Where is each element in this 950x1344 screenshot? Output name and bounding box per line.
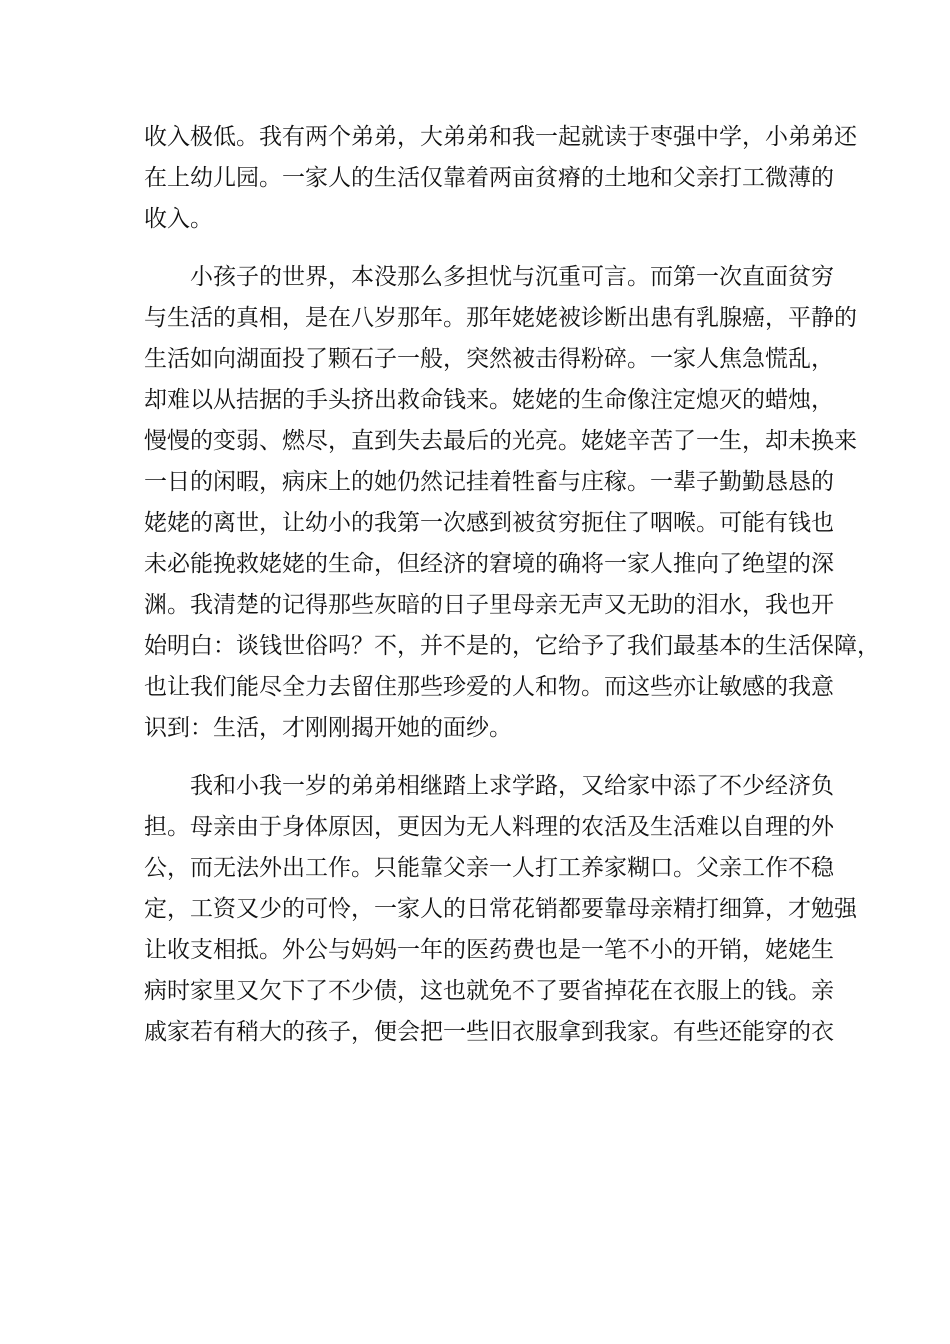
text-line: 一日的闲暇，病床上的她仍然记挂着牲畜与庄稼。一辈子勤勤恳恳的 [144, 469, 834, 495]
text-line: 收入。 [144, 206, 213, 232]
text-line: 在上幼儿园。一家人的生活仅靠着两亩贫瘠的土地和父亲打工微薄的 [144, 165, 834, 191]
text-line: 让收支相抵。外公与妈妈一年的医药费也是一笔不小的开销，姥姥生 [144, 937, 834, 963]
text-line: 病时家里又欠下了不少债，这也就免不了要省掉花在衣服上的钱。亲 [144, 978, 834, 1004]
text-line: 公，而无法外出工作。只能靠父亲一人打工养家糊口。父亲工作不稳 [144, 855, 834, 881]
text-line: 与生活的真相，是在八岁那年。那年姥姥被诊断出患有乳腺癌，平静的 [144, 305, 857, 331]
text-line: 也让我们能尽全力去留住那些珍爱的人和物。而这些亦让敏感的我意 [144, 674, 834, 700]
text-line: 慢慢的变弱、燃尽，直到失去最后的光亮。姥姥辛苦了一生，却未换来 [144, 428, 857, 454]
text-line: 定，工资又少的可怜，一家人的日常花销都要靠母亲精打细算，才勉强 [144, 896, 857, 922]
paragraph-1 [144, 117, 857, 240]
text-line: 却难以从拮据的手头挤出救命钱来。姥姥的生命像注定熄灭的蜡烛， [144, 387, 834, 413]
text-line: 担。母亲由于身体原因，更因为无人料理的农活及生活难以自理的外 [144, 814, 834, 840]
text-line: 小孩子的世界，本没那么多担忧与沉重可言。而第一次直面贫穷 [190, 264, 834, 290]
paragraph-3 [144, 766, 857, 1053]
text-line: 识到：生活，才刚刚揭开她的面纱。 [144, 715, 512, 741]
text-line: 始明白：谈钱世俗吗？不，并不是的，它给予了我们最基本的生活保障， [144, 633, 880, 659]
text-line: 我和小我一岁的弟弟相继踏上求学路，又给家中添了不少经济负 [190, 773, 834, 799]
text-line: 姥姥的离世，让幼小的我第一次感到被贫穷扼住了咽喉。可能有钱也 [144, 510, 834, 536]
text-line: 渊。我清楚的记得那些灰暗的日子里母亲无声又无助的泪水，我也开 [144, 592, 834, 618]
text-line: 生活如向湖面投了颗石子一般，突然被击得粉碎。一家人焦急慌乱， [144, 346, 834, 372]
text-line: 未必能挽救姥姥的生命，但经济的窘境的确将一家人推向了绝望的深 [144, 551, 834, 577]
paragraph-2 [144, 257, 880, 749]
body-text [144, 117, 880, 1053]
text-line: 戚家若有稍大的孩子，便会把一些旧衣服拿到我家。有些还能穿的衣 [144, 1019, 834, 1045]
text-line: 收入极低。我有两个弟弟，大弟弟和我一起就读于枣强中学，小弟弟还 [144, 124, 857, 150]
